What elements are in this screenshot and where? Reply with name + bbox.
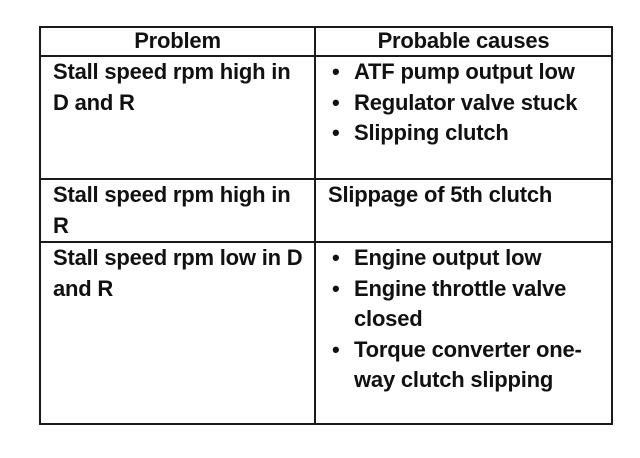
cause-text: Engine throttle valve closed — [354, 275, 567, 331]
problem-cell: Stall speed rpm high in D and R — [40, 56, 315, 179]
cause-item — [328, 243, 603, 274]
header-probable-causes: Probable causes — [315, 27, 612, 56]
cause-text: Torque converter one-way clutch slipping — [354, 336, 582, 392]
table-row — [40, 179, 612, 242]
bullet-icon: • — [332, 245, 340, 270]
causes-cell — [315, 179, 612, 242]
bullet-icon: • — [332, 336, 340, 362]
bullet-icon: • — [332, 89, 340, 115]
causes-cell — [315, 242, 612, 424]
cause-list — [328, 57, 603, 149]
cause-text: Slipping clutch — [354, 120, 509, 145]
cause-item — [328, 57, 603, 88]
cause-item — [328, 274, 603, 335]
bullet-icon: • — [332, 120, 340, 145]
bullet-icon: • — [332, 59, 340, 84]
cause-text: Slippage of 5th clutch — [328, 182, 553, 207]
cause-item — [328, 335, 603, 396]
cause-item — [328, 88, 603, 119]
table-row — [40, 242, 612, 424]
table-header-row — [40, 27, 612, 56]
cause-item — [328, 118, 603, 149]
causes-cell — [315, 56, 612, 179]
diagnosis-table — [39, 26, 613, 425]
table-row — [40, 56, 612, 179]
header-problem: Problem — [40, 27, 315, 56]
bullet-icon: • — [332, 275, 340, 301]
cause-text: Regulator valve stuck — [354, 89, 578, 115]
problem-cell: Stall speed rpm high in R — [40, 179, 315, 242]
cause-list — [328, 243, 603, 396]
problem-cell: Stall speed rpm low in D and R — [40, 242, 315, 424]
cause-text: ATF pump output low — [354, 59, 575, 84]
cause-text: Engine output low — [354, 245, 542, 270]
